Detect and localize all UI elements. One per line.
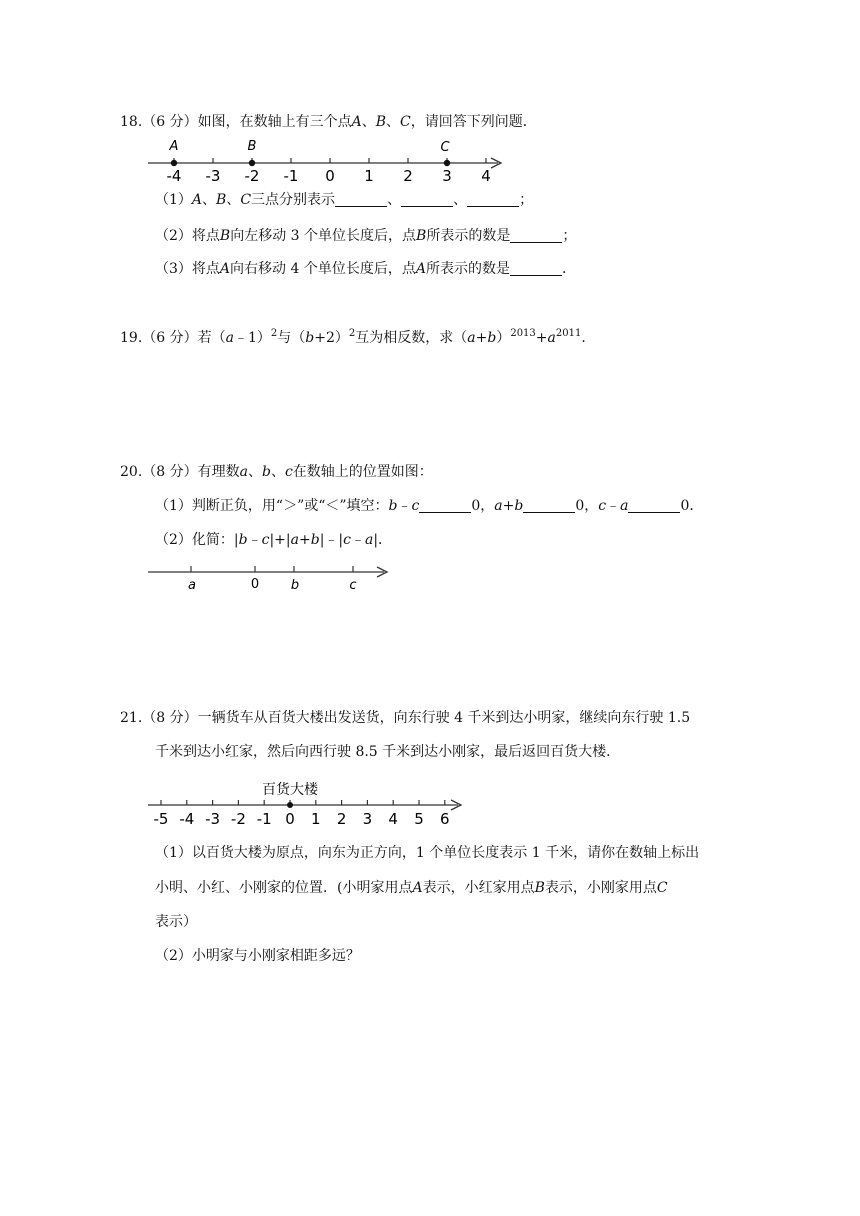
q20-number-line — [148, 560, 393, 596]
label-a: a — [188, 578, 196, 593]
tick-label: -3 — [205, 167, 221, 185]
answer-blank[interactable] — [510, 261, 562, 276]
q20-sub2: （2）化简：|b﹣c|+|a+b|﹣|c﹣a|． — [155, 532, 393, 548]
label-c: c — [349, 578, 357, 593]
point-a — [171, 160, 177, 166]
tick-label: 0 — [285, 810, 295, 828]
point-b — [249, 160, 255, 166]
answer-blank[interactable] — [401, 192, 453, 207]
tick-label: -2 — [230, 810, 246, 828]
tick-label: 2 — [403, 167, 413, 185]
point-label-c: C — [440, 140, 450, 155]
answer-blank[interactable] — [523, 498, 575, 513]
point-c — [444, 160, 450, 166]
q20-sub1: （1）判断正负，用“＞”或“＜”填空：b﹣c 0，a+b 0，c﹣a 0． — [155, 498, 704, 514]
q18-sub2: （2）将点B向左移动 3 个单位长度后，点B所表示的数是 ； — [155, 228, 577, 244]
tick-label: 1 — [311, 810, 321, 828]
q21-stem-line2: 千米到达小红家，然后向西行驶 8.5 千米到达小刚家，最后返回百货大楼． — [155, 744, 621, 760]
origin-label: 百货大楼 — [262, 782, 318, 798]
tick-label: -3 — [205, 810, 221, 828]
q21-sub1-line3: 表示） — [155, 914, 197, 930]
tick-label: -4 — [179, 810, 195, 828]
q18-stem: 18.（6 分）如图，在数轴上有三个点A、B、C，请回答下列问题． — [120, 114, 537, 130]
tick-label: 5 — [414, 810, 424, 828]
tick-label: -2 — [244, 167, 260, 185]
answer-blank[interactable] — [335, 192, 387, 207]
tick-label: 6 — [440, 810, 450, 828]
tick-label: 3 — [362, 810, 373, 828]
q21-stem-line1: 21.（8 分）一辆货车从百货大楼出发送货，向东行驶 4 千米到达小明家，继续向东行驶 1.5 — [120, 710, 691, 726]
point-label-b: B — [247, 139, 257, 154]
tick-label: 1 — [364, 167, 374, 185]
q18-number-line — [148, 135, 508, 183]
label-0: 0 — [250, 577, 260, 592]
q21-sub1-line1: （1）以百货大楼为原点，向东为正方向，1 个单位长度表示 1 千米，请你在数轴上标出 — [155, 845, 700, 861]
q18-point-b: B — [375, 114, 387, 130]
q19-stem: 19.（6 分）若（a﹣1）$^2$与$(b+2)^2$互为相反数，求$(a+b)^{2013}+a^{2011}$． — [120, 328, 596, 346]
tick-label: 4 — [481, 167, 491, 185]
tick-label: 4 — [388, 810, 398, 828]
q18-point-a: A — [351, 114, 362, 130]
answer-blank[interactable] — [419, 498, 471, 513]
answer-blank[interactable] — [467, 192, 519, 207]
tick-label: -1 — [283, 167, 299, 185]
q21-sub1-line2: 小明、小红、小刚家的位置．(小明家用点A表示，小红家用点B表示，小刚家用点C — [155, 880, 668, 896]
tick-label: -5 — [153, 810, 169, 828]
q21-sub2: （2）小明家与小刚家相距多远？ — [155, 948, 360, 964]
tick-label: -4 — [166, 167, 182, 185]
answer-blank[interactable] — [510, 228, 562, 243]
q18-sub3: （3）将点A向右移动 4 个单位长度后，点A所表示的数是 ． — [155, 261, 576, 277]
label-b: b — [290, 578, 300, 593]
point-label-a: A — [169, 139, 179, 154]
tick-label: 2 — [336, 810, 347, 828]
tick-label: 3 — [442, 167, 452, 185]
tick-label: -1 — [256, 810, 272, 828]
q18-point-c: C — [400, 114, 411, 130]
answer-blank[interactable] — [628, 498, 680, 513]
q20-stem: 20.（8 分）有理数a、b、c在数轴上的位置如图： — [120, 464, 433, 480]
q18-sub1: （1）A、B、C三点分别表示 、 、 ； — [155, 192, 534, 208]
q21-number-line — [148, 778, 468, 828]
tick-label: 0 — [325, 167, 335, 185]
origin-point — [287, 802, 293, 808]
